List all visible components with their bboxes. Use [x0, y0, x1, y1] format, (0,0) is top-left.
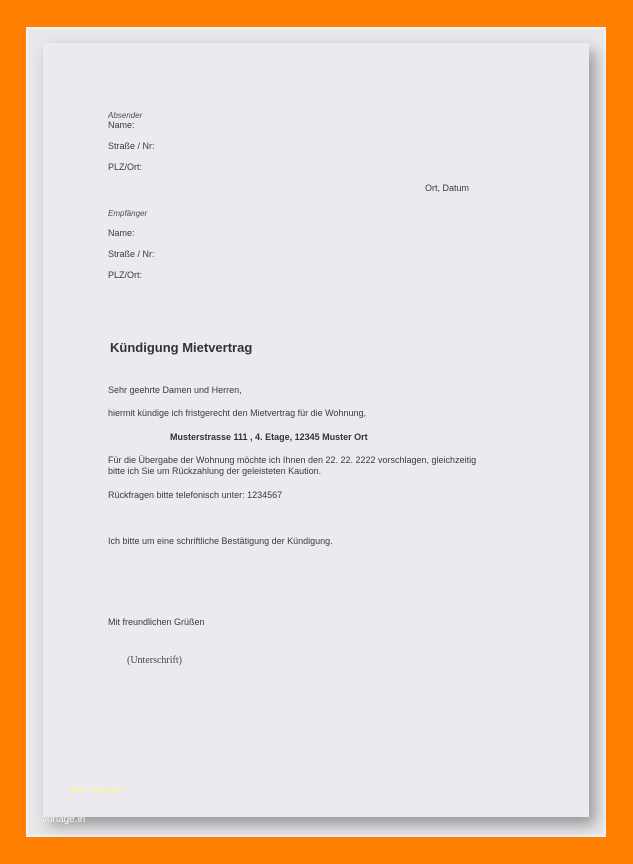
- signature-mark: Max Muster: [69, 786, 125, 796]
- closing-text: Mit freundlichen Grüßen: [108, 617, 205, 627]
- sender-city-label: PLZ/Ort:: [108, 162, 143, 172]
- intro-text: hiermit kündige ich fristgerecht den Mietvertrag für die Wohnung,: [108, 408, 366, 418]
- sender-name-label: Name:: [108, 120, 135, 130]
- place-date: Ort, Datum: [425, 183, 470, 193]
- apartment-address: Musterstrasse 111 , 4. Etage, 12345 Muster Ort: [170, 432, 368, 442]
- sender-heading: Absender: [108, 111, 143, 120]
- handover-text-line2: bitte ich Sie um Rückzahlung der geleisteten Kaution.: [108, 466, 322, 476]
- recipient-heading: Empfänger: [108, 209, 148, 218]
- watermark: vorlage.in: [42, 814, 86, 825]
- recipient-name-label: Name:: [108, 228, 135, 238]
- recipient-city-label: PLZ/Ort:: [108, 270, 143, 280]
- handover-text-line1: Für die Übergabe der Wohnung möchte ich Ihnen den 22. 22. 2222 vorschlagen, gleichzeitig: [108, 455, 477, 465]
- signature-placeholder: (Unterschrift): [127, 655, 182, 666]
- letter-subject: Kündigung Mietvertrag: [110, 340, 253, 355]
- letter-page: [43, 43, 589, 817]
- sender-street-label: Straße / Nr:: [108, 141, 155, 151]
- recipient-street-label: Straße / Nr:: [108, 249, 155, 259]
- confirmation-text: Ich bitte um eine schriftliche Bestätigung der Kündigung.: [108, 536, 333, 546]
- salutation: Sehr geehrte Damen und Herren,: [108, 385, 242, 395]
- phone-text: Rückfragen bitte telefonisch unter: 1234567: [108, 490, 283, 500]
